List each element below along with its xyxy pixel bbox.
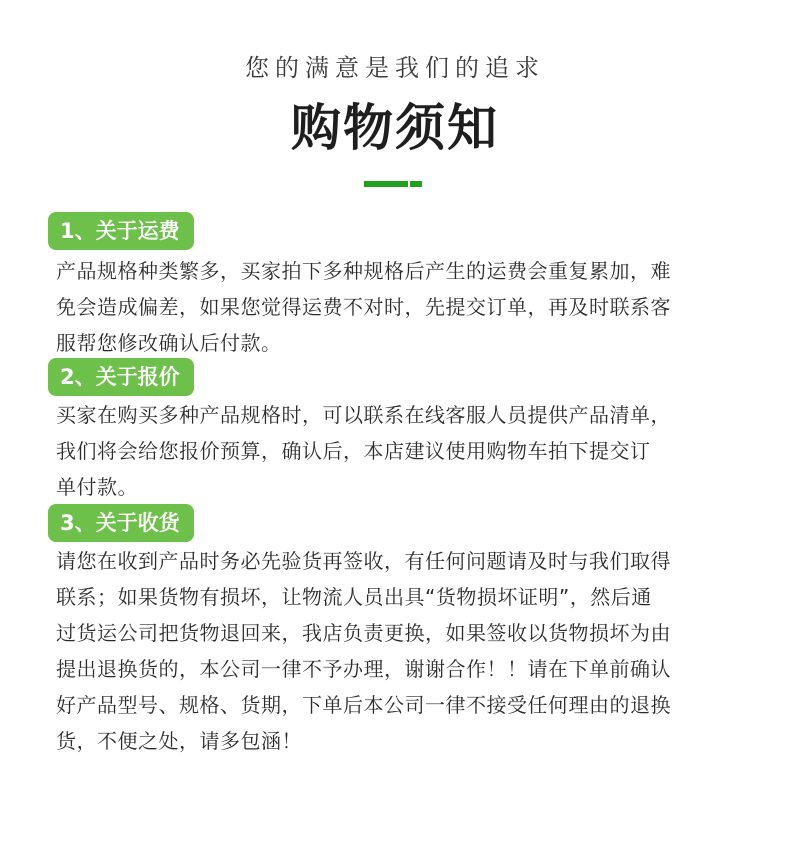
section-heading-quotation: 2、关于报价 (48, 358, 194, 396)
page-title: 购物须知 (291, 99, 499, 157)
body-line: 单付款。 (56, 475, 138, 499)
section-body-shipping (56, 253, 746, 361)
section-heading-receipt: 3、关于收货 (48, 504, 194, 542)
body-line: 服帮您修改确认后付款。 (56, 331, 282, 355)
body-line: 货，不便之处，请多包涵！ (56, 729, 302, 753)
section-body-receipt (56, 543, 746, 759)
body-line: 我们将会给您报价预算，确认后，本店建议使用购物车拍下提交订 (56, 439, 651, 463)
accent-bar-long (364, 181, 408, 187)
body-line: 请您在收到产品时务必先验货再签收，有任何问题请及时与我们取得 (56, 549, 671, 573)
body-line: 联系；如果货物有损坏，让物流人员出具“货物损坏证明”，然后通 (56, 585, 652, 609)
body-line: 免会造成偏差，如果您觉得运费不对时，先提交订单，再及时联系客 (56, 295, 671, 319)
body-line: 好产品型号、规格、货期，下单后本公司一律不接受任何理由的退换 (56, 693, 671, 717)
slogan: 您的满意是我们的追求 (245, 54, 545, 82)
accent-bar-short (410, 181, 422, 187)
section-heading-shipping: 1、关于运费 (48, 212, 194, 250)
title-underline-accent (364, 181, 422, 187)
body-line: 产品规格种类繁多，买家拍下多种规格后产生的运费会重复累加，难 (56, 259, 671, 283)
section-body-quotation (56, 397, 746, 505)
body-line: 提出退换货的，本公司一律不予办理，谢谢合作！！请在下单前确认 (56, 657, 671, 681)
body-line: 买家在购买多种产品规格时，可以联系在线客服人员提供产品清单， (56, 403, 671, 427)
body-line: 过货运公司把货物退回来，我店负责更换，如果签收以货物损坏为由 (56, 621, 671, 645)
